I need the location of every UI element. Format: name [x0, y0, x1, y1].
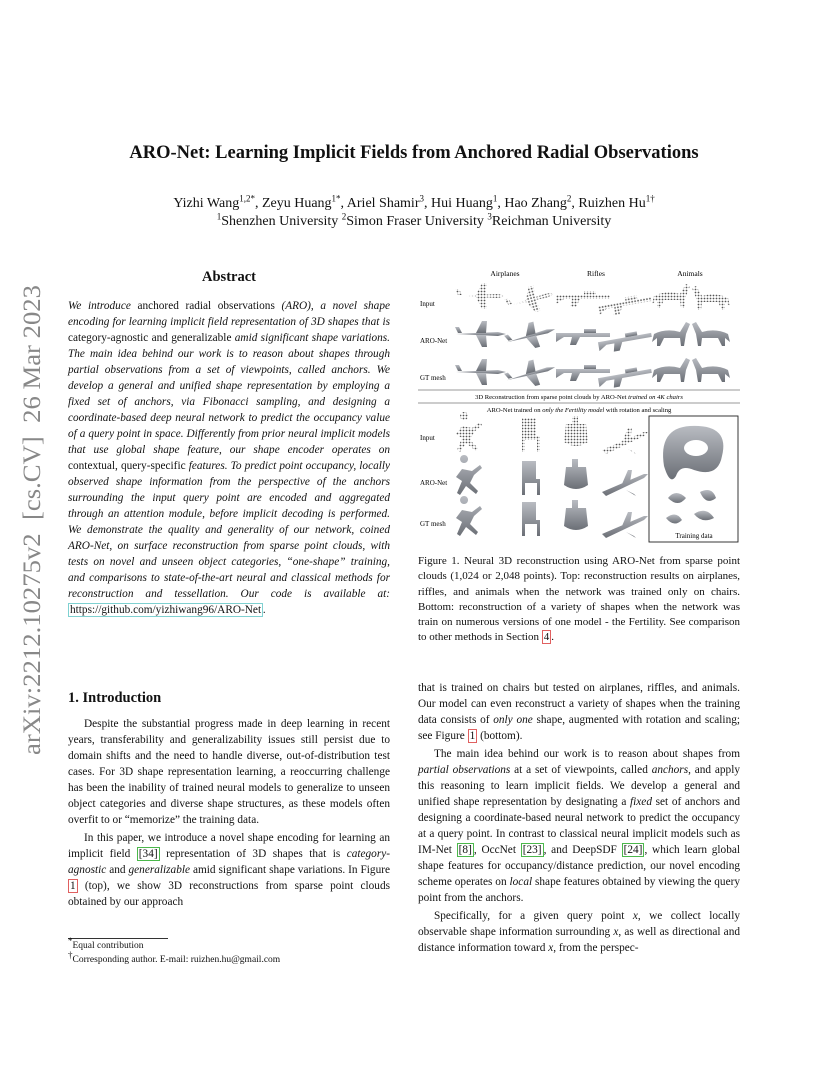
- author-name: Hao Zhang: [504, 196, 567, 211]
- figure-bottom-caption: [487, 407, 672, 414]
- row-label: GT mesh: [420, 374, 446, 382]
- intro-text: representation of 3D shapes that is: [166, 848, 341, 860]
- author-sup: 3: [419, 193, 424, 204]
- affil-sup: 3: [487, 211, 492, 222]
- citation-link[interactable]: [24]: [623, 844, 643, 856]
- body-text: , and DeepSDF: [543, 844, 617, 856]
- body-text: partial observations: [418, 764, 511, 776]
- author-sup: 1,2*: [239, 193, 255, 204]
- footnote-rule: [68, 938, 168, 939]
- author-name: Hui Huang: [431, 196, 493, 211]
- body-text: anchors: [651, 764, 689, 776]
- body-text: , OccNet: [473, 844, 516, 856]
- caption-fragment: 3D Reconstruction from sparse point clouds by ARO-Net: [475, 394, 627, 401]
- row-label: Input: [420, 434, 435, 442]
- row-label: ARO-Net: [420, 479, 448, 487]
- bottom-gt-meshes: [456, 496, 648, 538]
- body-text: shape features obtained by viewing the query point from the anchors.: [418, 876, 740, 904]
- body-text: Specifically, for a given query point: [434, 910, 625, 922]
- caption-fragment: only the Fertility model: [542, 407, 605, 414]
- body-text: , as well as directional and distance information toward: [418, 926, 740, 954]
- footnote-mark: †: [68, 950, 73, 960]
- aronet-reconstructions: [455, 317, 730, 355]
- body-text: fixed: [630, 796, 652, 808]
- paper-title: ARO-Net: Learning Implicit Fields from Anchored Radial Observations: [129, 143, 699, 163]
- abstract-text: contextual, query-specific: [68, 460, 186, 472]
- figure-link[interactable]: 1: [70, 880, 76, 892]
- abstract-text: and: [151, 332, 168, 344]
- citation-link[interactable]: [34]: [138, 848, 158, 860]
- body-text: , we collect locally observable shape information surrounding: [418, 910, 740, 938]
- author-name: Yizhi Wang: [173, 196, 240, 211]
- intro-paragraph: Despite the substantial progress made in deep learning in recent years, transferability and generalizability issues still persist due to domain shifts and the need to handle diverse, out-of-distribution test cases. For 3D shape representation learning, a reoccurring challenge has been the inability of trained neural models to generalize to unseen object categories and diverse shape structures, as these models often overfit to or “memorize” the training data.: [68, 718, 390, 826]
- author-list: Yizhi Wang$^{1,2*}$, Zeyu Huang$^{1*}$, Ariel Shamir$^3$, Hui Huang$^1$, Hao Zhang$^2$, Ruizhen $Hu^{1\dagger}$: [173, 193, 655, 211]
- fertility-model: [663, 426, 723, 524]
- author-name: Zeyu Huang: [261, 196, 332, 211]
- input-point-clouds: [455, 281, 730, 319]
- body-paragraph: [418, 908, 740, 956]
- abstract-body: We introduce anchored radial observations (ARO), a novel shape encoding for learning implicit field representation of 3D shapes that is category-agnostic and generalizable amid significant shape variations. The main idea behind our work is to reason about shapes through partial observations from a set of viewpoints, called anchors. We develop a general and unified shape representation by employing a fixed set of anchors, via Fibonacci sampling, and designing a coordinate-based deep neural network to predict the occupancy value of a query point in space. Differently from prior neural implicit models that use global shape feature, our shape encoder operates on contextual, query-specific features. To predict point occupancy, locally observed shape information from the perspective of the anchors surrounding the input query point are encoded and aggregated through an attention module, before implicit decoding is performed. We demonstrate the quality and generality of our network, coined ARO-Net, on surface reconstruction from sparse point clouds, with tests on novel and unseen object categories, “one-shape” training, and comparisons to state-of-the-art neural and classical methods for reconstruction and tessellation. Our code is available at: https://github.com/yizhiwang96/ARO-Net .: [68, 300, 391, 616]
- row-label: Input: [420, 300, 435, 308]
- row-label: GT mesh: [420, 520, 446, 528]
- body-text: at a set of viewpoints, called: [514, 764, 648, 776]
- intro-text: and: [109, 864, 126, 876]
- intro-text: generalizable: [128, 864, 191, 876]
- body-text: set of anchors and designing a coordinate-based neural network to predict the occupancy at a query point. In contrast to classical neural implicit models such as IM-Net: [418, 796, 740, 856]
- abstract-heading: Abstract: [202, 269, 256, 285]
- footnote-mark: *: [68, 936, 73, 946]
- body-text: , from the perspec-: [553, 942, 639, 954]
- affil-sup: 2: [341, 211, 347, 222]
- column-header: Airplanes: [490, 269, 520, 278]
- author-sup: 1*: [331, 193, 341, 204]
- column-header: Rifles: [587, 269, 605, 278]
- arxiv-identifier: arXiv:2212.10275v2 [cs.CV] 26 Mar 2023: [19, 314, 46, 755]
- gt-meshes: [455, 355, 730, 393]
- body-text: shape, augmented with rotation and scaling; see Figure: [418, 714, 741, 742]
- footnote-corresponding: [68, 950, 281, 966]
- figure-1-caption: [418, 554, 740, 646]
- intro-text: amid significant shape variations. In Figure: [192, 864, 390, 876]
- body-text: (bottom).: [480, 730, 523, 742]
- intro-text: In this paper, we introduce a novel shape encoding for learning an implicit field: [68, 832, 390, 860]
- column-header: Animals: [677, 269, 703, 278]
- author-sup: 1†: [645, 193, 655, 204]
- body-text: , which learn global shape features for occupancy/distance prediction, our novel encoding scheme operates on: [418, 844, 741, 888]
- author-name: Ruizhen Hu: [578, 196, 646, 211]
- abstract-text: generalizable: [171, 332, 232, 344]
- citation-link[interactable]: [23]: [522, 844, 542, 856]
- bottom-aronet-results: [456, 455, 648, 496]
- caption-text: .: [551, 631, 554, 644]
- footnote-text: Corresponding author. E-mail: ruizhen.hu@gmail.com: [72, 955, 281, 966]
- figure-1: [418, 266, 740, 548]
- affiliation: Simon Fraser University: [346, 214, 484, 229]
- caption-text: Figure 1. Neural 3D reconstruction using ARO-Net from sparse point clouds (1,024 or 2,048 points). Top: reconstruction results on airplanes, riffles, and animals when the network was trained only on chairs. Bottom: reconstruction of a variety of shapes when the network was train on numerous versions of one model - the Fertility. See comparison to other methods in Section: [418, 555, 740, 644]
- abstract-text: amid significant shape variations. The main idea behind our work is to reason about shapes through partial observations from a set of viewpoints, called anchors. We develop a general and unified shape representation by employing a fixed set of anchors, via Fibonacci sampling, and designing a coordinate-based deep neural network to predict the occupancy value of a query point in space. Differently from prior neural implicit models that use global shape feature, our shape encoder operates on: [68, 332, 390, 456]
- footnote-equal: [68, 936, 144, 952]
- body-text: , and apply this reasoning to learn implicit fields. We develop a general and unified shape representation by designating a: [418, 764, 740, 808]
- figure-top-caption: [475, 394, 683, 401]
- body-text: The main idea behind our work is to reason about shapes from: [434, 748, 740, 760]
- arxiv-stamp: [12, 285, 48, 755]
- body-text: local: [509, 876, 533, 888]
- section-link[interactable]: 4: [543, 631, 550, 644]
- math-var: x: [632, 910, 638, 922]
- affiliation-list: [0, 211, 828, 230]
- figure-link[interactable]: 1: [469, 730, 476, 742]
- caption-fragment: with rotation and scaling: [605, 407, 672, 414]
- right-column-body: [418, 680, 740, 956]
- code-link[interactable]: https://github.com/yizhiwang96/ARO-Net: [70, 604, 262, 616]
- caption-fragment: ARO-Net trained on: [486, 407, 541, 414]
- abstract-text: category-agnostic: [68, 332, 149, 344]
- training-data-label: Training data: [675, 532, 713, 540]
- abstract-text: anchored radial observations: [137, 300, 275, 312]
- intro-body: [68, 716, 390, 910]
- body-text: only one: [493, 714, 533, 726]
- abstract-text: features. To predict point occupancy, locally observed shape information from the perspective of the anchors surrounding the input query point are encoded and aggregated through an attention module, before implicit decoding is performed. We demonstrate the quality and generality of our network, coined ARO-Net, on surface reconstruction from sparse point clouds, with tests on novel and unseen object categories, “one-shape” training, and comparisons to state-of-the-art neural and classical methods for reconstruction and tessellation. Our code is available at:: [68, 460, 391, 600]
- intro-heading: 1. Introduction: [68, 690, 162, 706]
- intro-text: category-agnostic: [68, 848, 390, 876]
- body-paragraph: [418, 680, 740, 744]
- author-sup: 2: [566, 193, 572, 204]
- footnote-text: Equal contribution: [72, 941, 144, 952]
- math-var: x: [548, 942, 554, 954]
- author-sup: 1: [492, 193, 498, 204]
- affil-sup: 1: [216, 211, 222, 222]
- abstract-text: We introduce: [68, 300, 131, 312]
- intro-text: (top), we show 3D reconstructions from sparse point clouds obtained by our approach: [68, 880, 390, 908]
- citation-link[interactable]: [8]: [458, 844, 472, 856]
- affiliation: Reichman University: [491, 214, 612, 229]
- caption-fragment: trained on 4K chairs: [628, 394, 683, 401]
- math-var: x: [613, 926, 619, 938]
- affiliation: Shenzhen University: [221, 214, 339, 229]
- bottom-input-clouds: [456, 412, 648, 454]
- intro-paragraph: [68, 830, 390, 910]
- author-name: Ariel Shamir: [346, 196, 420, 211]
- body-text: that is trained on chairs but tested on airplanes, riffles, and animals. Our model can even reconstruct a variety of shapes when the training data consists of: [418, 682, 740, 726]
- abstract-text: (ARO), a novel shape encoding for learning implicit field representation of 3D shapes that is: [68, 300, 390, 328]
- body-paragraph: [418, 746, 740, 906]
- row-label: ARO-Net: [420, 337, 448, 345]
